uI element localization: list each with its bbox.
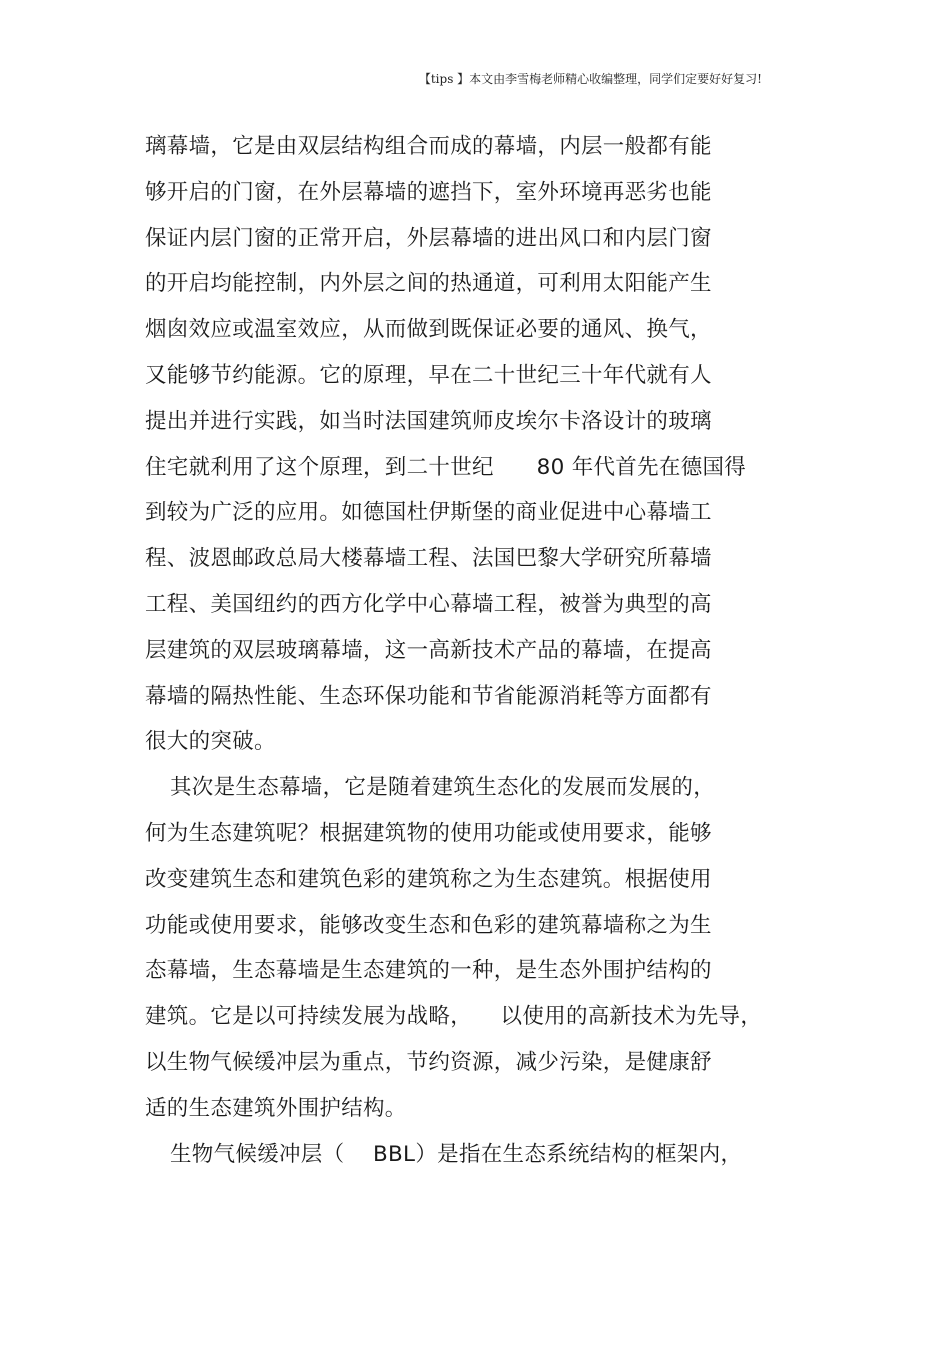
text-line: 层建筑的双层玻璃幕墙，这一高新技术产品的幕墙，在提高	[145, 637, 712, 663]
text-line: 以生物气候缓冲层为重点，节约资源，减少污染，是健康舒	[145, 1049, 712, 1075]
paragraph-start-line: 其次是生态幕墙，它是随着建筑生态化的发展而发展的，	[170, 775, 716, 801]
text-line: 保证内层门窗的正常开启，外层幕墙的进出风口和内层门窗	[145, 225, 712, 251]
text-line: 又能够节约能源。它的原理，早在二十世纪三十年代就有人	[145, 362, 712, 388]
text-line: 程、波恩邮政总局大楼幕墙工程、法国巴黎大学研究所幕墙	[145, 546, 712, 572]
text-line: 够开启的门窗，在外层幕墙的遮挡下，室外环境再恶劣也能	[145, 179, 712, 205]
header-tip: 【tips 】本文由李雪梅老师精心收编整理，同学们定要好好复习!	[418, 72, 762, 86]
text-line: 住宅就利用了这个原理，到二十世纪 80 年代首先在德国得	[145, 454, 747, 480]
text-line: 何为生态建筑呢？根据建筑物的使用功能或使用要求，能够	[145, 820, 712, 846]
text-line: 态幕墙，生态幕墙是生态建筑的一种，是生态外围护结构的	[145, 958, 712, 984]
text-line: 很大的突破。	[145, 729, 276, 755]
text-line: 功能或使用要求，能够改变生态和色彩的建筑幕墙称之为生	[145, 912, 712, 938]
text-line: 工程、美国纽约的西方化学中心幕墙工程，被誉为典型的高	[145, 591, 712, 617]
text-line: 建筑。它是以可持续发展为战略， 以使用的高新技术为先导，	[145, 1004, 763, 1030]
text-line: 提出并进行实践，如当时法国建筑师皮埃尔卡洛设计的玻璃	[145, 408, 712, 434]
text-line: 到较为广泛的应用。如德国杜伊斯堡的商业促进中心幕墙工	[145, 500, 712, 526]
text-line: 璃幕墙，它是由双层结构组合而成的幕墙，内层一般都有能	[145, 134, 712, 159]
body-text	[145, 127, 785, 1180]
text-line: 适的生态建筑外围护结构。	[145, 1095, 407, 1121]
text-line: 的开启均能控制，内外层之间的热通道，可利用太阳能产生	[145, 271, 712, 297]
text-line: 烟囱效应或温室效应，从而做到既保证必要的通风、换气，	[145, 317, 712, 343]
paragraph-start-line: 生物气候缓冲层（ BBL）是指在生态系统结构的框架内，	[170, 1141, 743, 1167]
text-line: 改变建筑生态和建筑色彩的建筑称之为生态建筑。根据使用	[145, 866, 712, 892]
text-line: 幕墙的隔热性能、生态环保功能和节省能源消耗等方面都有	[145, 683, 712, 709]
